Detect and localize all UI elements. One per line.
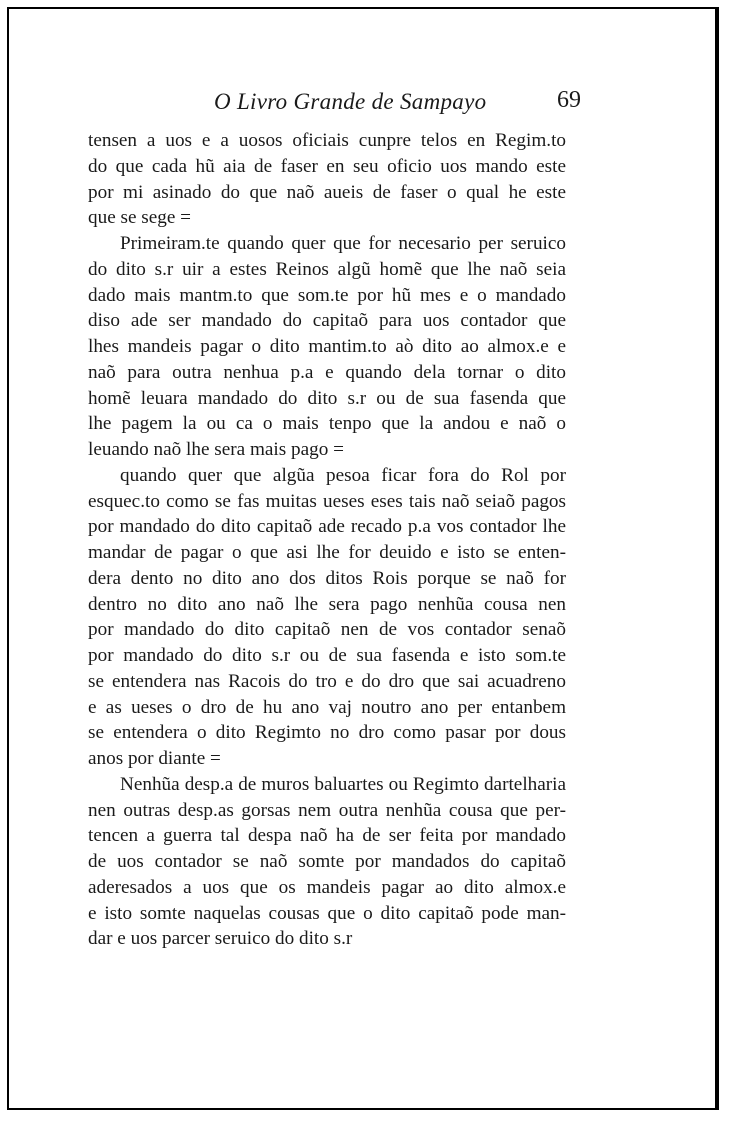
text-line: tencen a guerra tal despa naõ ha de ser feita por mandado	[88, 825, 566, 847]
text-line: por mi asinado do que naõ aueis de faser o qual he este	[88, 181, 566, 203]
text-line: nen outras desp.as gorsas nem outra nenhũa cousa que per-	[88, 799, 566, 821]
running-title: O Livro Grande de Sampayo	[214, 89, 487, 114]
text-line: se entendera nas Racois do tro e do dro que sai acuadreno	[88, 670, 566, 692]
text-line: leuando naõ lhe sera mais pago =	[88, 439, 344, 460]
text-line: por mandado do dito s.r ou de sua fasenda e isto som.te	[88, 645, 566, 666]
text-line: dera dento no dito ano dos ditos Rois porque se naõ for	[88, 567, 566, 589]
text-line: do que cada hũ aia de faser en seu oficio uos mando este	[88, 155, 566, 177]
document-body	[88, 128, 566, 952]
text-line: homẽ leuara mandado do dito s.r ou de sua fasenda que	[88, 387, 566, 409]
text-line: e as ueses o dro de hu ano vaj noutro ano per entanbem	[88, 696, 566, 718]
text-line: do dito s.r uir a estes Reinos algũ homẽ que lhe naõ seia	[88, 258, 566, 280]
text-line: anos por diante =	[88, 748, 221, 769]
text-line: lhe pagem la ou ca o mais tenpo que la andou e naõ o	[88, 413, 566, 435]
text-line: naõ para outra nenhua p.a e quando dela tornar o dito	[88, 361, 566, 383]
text-line: por mandado do dito capitaõ ade recado p.a vos contador lhe	[88, 516, 566, 538]
paragraph-start-line: Nenhũa desp.a de muros baluartes ou Regimto dartelharia	[120, 773, 566, 795]
text-line: dar e uos parcer seruico do dito s.r	[88, 928, 353, 950]
page-number: 69	[557, 87, 581, 113]
text-line: diso ade ser mandado do capitaõ para uos contador que	[88, 310, 566, 332]
text-line: lhes mandeis pagar o dito mantim.to aò dito ao almox.e e	[88, 336, 566, 357]
text-line: aderesados a uos que os mandeis pagar ao dito almox.e	[88, 876, 566, 898]
text-line: por mandado do dito capitaõ nen de vos contador senaõ	[88, 619, 566, 641]
text-line: se entendera o dito Regimto no dro como pasar por dous	[88, 722, 566, 744]
paragraph-start-line: Primeiram.te quando quer que for necesario per seruico	[120, 233, 566, 254]
text-line: que se sege =	[88, 207, 191, 229]
text-line: dado mais mantm.to que som.te por hũ mes e o mandado	[88, 284, 566, 306]
text-line: tensen a uos e a uosos oficiais cunpre telos en Regim.to	[88, 130, 566, 151]
text-line: de uos contador se naõ somte por mandados do capitaõ	[88, 851, 566, 872]
text-line: mandar de pagar o que asi lhe for deuido e isto se enten-	[88, 542, 566, 563]
page-header	[93, 83, 581, 123]
text-line: e isto somte naquelas cousas que o dito capitaõ pode man-	[88, 902, 566, 924]
text-line: dentro no dito ano naõ lhe sera pago nenhũa cousa nen	[88, 593, 566, 615]
paragraph-start-line: quando quer que algũa pesoa ficar fora do Rol por	[120, 464, 566, 486]
text-line: esquec.to como se fas muitas ueses eses tais naõ seiaõ pagos	[88, 490, 566, 512]
